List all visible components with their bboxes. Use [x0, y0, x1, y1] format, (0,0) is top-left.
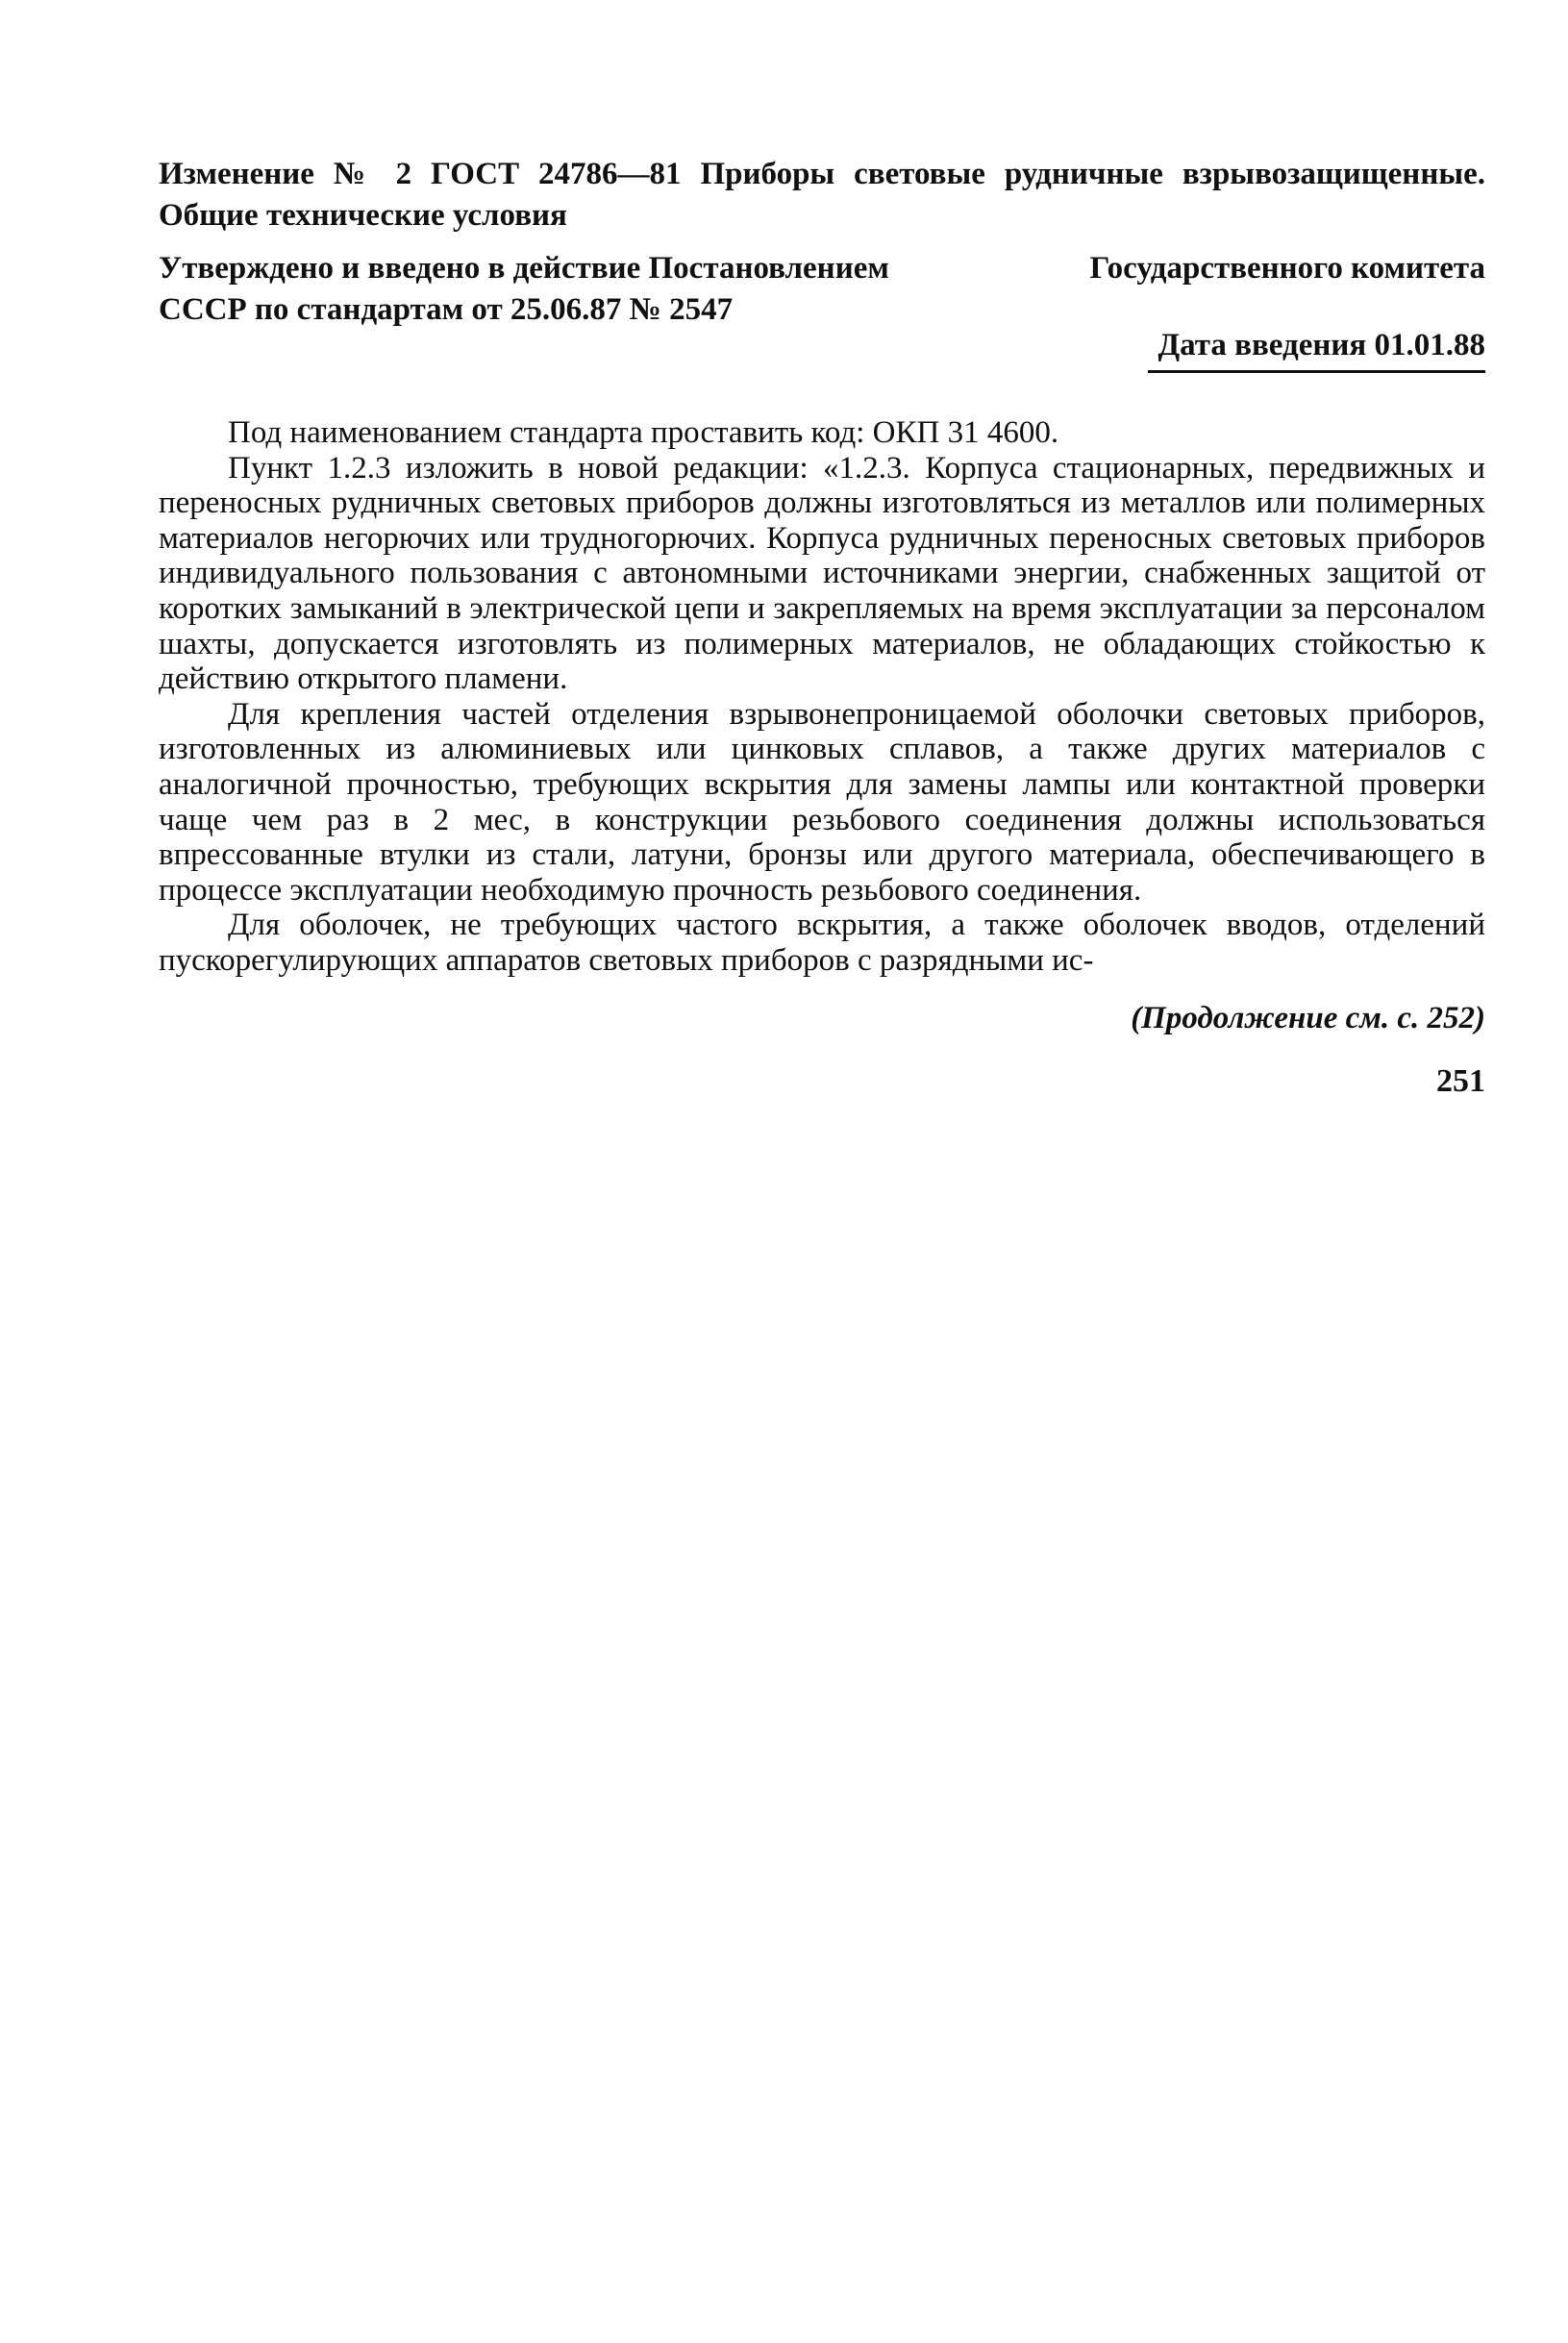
paragraph: Для крепления частей отделения взрывонепроницаемой оболочки световых приборов, изготовленных из алюминиевых или цинковых сплавов, а также других материалов с аналогичной прочностью, требующих вскрытия для замены лампы или контактной проверки чаще чем раз в 2 мес, в конструкции резьбового соединения должны использоваться впрессованные втулки из стали, латуни, бронзы или другого материала, обеспечивающего в процессе эксплуатации необходимую прочность резьбового соединения.	[159, 696, 1485, 908]
approval-line-1-left: Утверждено и введено в действие Постановлением	[159, 251, 889, 286]
document-title: Изменение № 2 ГОСТ 24786—81 Приборы световые рудничные взрывозащищенные. Общие технические условия	[159, 157, 1485, 233]
document-page	[159, 154, 1485, 1102]
page-number: 251	[1436, 1062, 1485, 1099]
approval-line-1-right: Государственного комитета	[1089, 251, 1485, 286]
approval-block	[159, 248, 1485, 331]
effective-date: Дата введения 01.01.88	[1148, 325, 1485, 373]
approval-line-1	[159, 248, 1485, 289]
paragraph: Пункт 1.2.3 изложить в новой редакции: «1.2.3. Корпуса стационарных, передвижных и переносных рудничных световых приборов должны изготовляться из металлов или полимерных материалов негорючих или трудногорючих. Корпуса рудничных переносных световых приборов индивидуального пользования с автономными источниками энергии, снабженных защитой от коротких замыканий в электрической цепи и закрепляемых на время эксплуатации за персоналом шахты, допускается изготовлять из полимерных материалов, не обладающих стойкостью к действию открытого пламени.	[159, 450, 1485, 697]
paragraph: Под наименованием стандарта проставить код: ОКП 31 4600.	[228, 415, 1059, 450]
paragraph: Для оболочек, не требующих частого вскрытия, а также оболочек вводов, отделений пускорегулирующих аппаратов световых приборов с разрядными ис-	[159, 908, 1485, 978]
approval-line-2: СССР по стандартам от 25.06.87 № 2547	[159, 292, 734, 327]
effective-date-row	[159, 328, 1485, 373]
continuation-note: (Продолжение см. с. 252)	[1131, 1000, 1485, 1035]
document-body	[159, 415, 1485, 979]
